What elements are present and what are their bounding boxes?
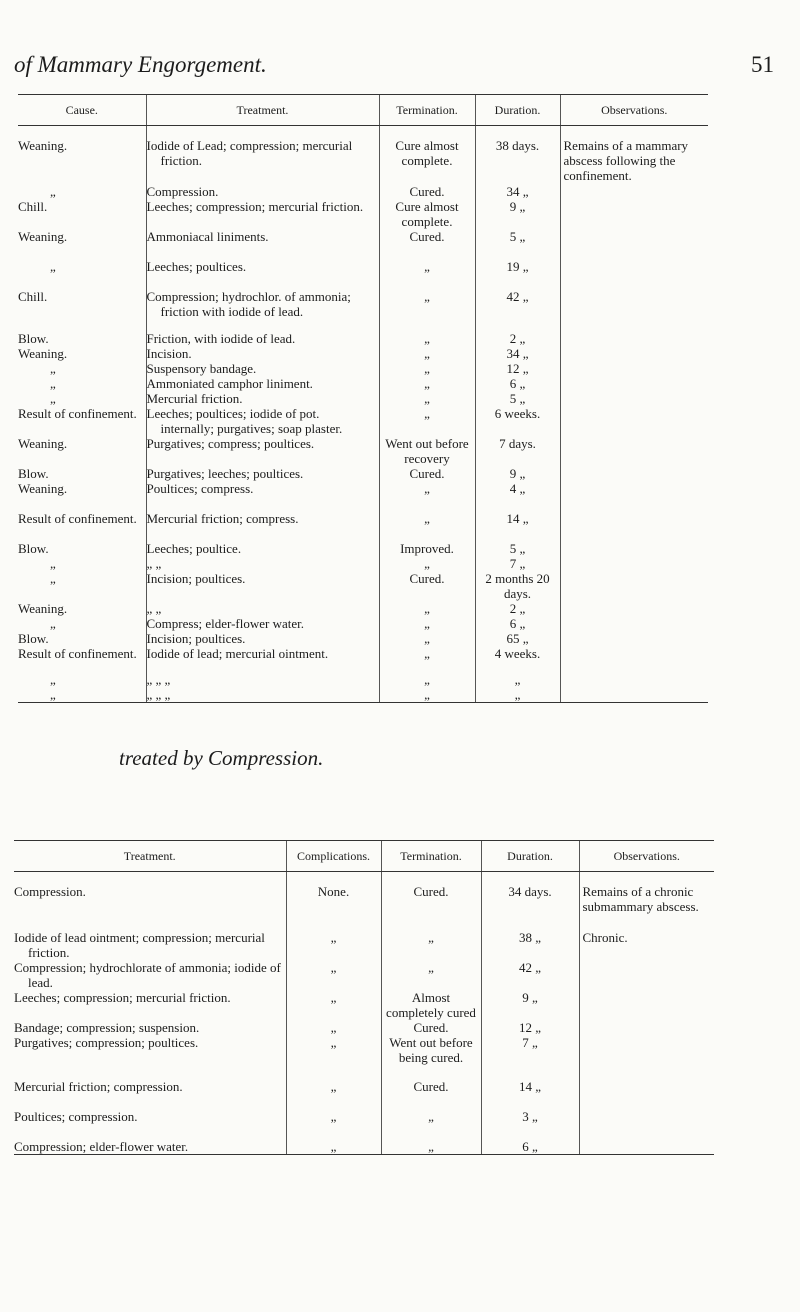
cases-table <box>18 94 708 703</box>
table-cell: Remains of a chronic submammary abscess. <box>579 872 714 931</box>
table-cell: „ <box>50 361 56 376</box>
table-cell: Cured. <box>379 184 475 199</box>
column-header-complications: Complications. <box>286 841 381 872</box>
column-header-duration: Duration. <box>475 95 560 126</box>
table-row <box>18 466 708 481</box>
table-cell: „ <box>286 960 381 990</box>
table-cell <box>560 376 708 391</box>
table-cell: Chill. <box>18 199 48 214</box>
page-header <box>14 52 774 86</box>
table-cell: „ <box>50 376 56 391</box>
table-cell: Iodide of lead ointment; compression; mercurial friction. <box>14 930 265 960</box>
table-cell: Incision. <box>146 346 379 361</box>
table-cell: „ <box>286 990 381 1020</box>
table-cell: „ <box>381 930 481 960</box>
table-cell: 7 „ <box>481 1035 579 1079</box>
table-cell: Chill. <box>18 289 48 304</box>
table-cell: „ <box>475 687 560 703</box>
table-cell <box>560 466 708 481</box>
table-cell <box>560 406 708 436</box>
table-cell: „ <box>50 672 56 687</box>
table-cell: 9 „ <box>475 199 560 229</box>
table-row <box>18 126 708 185</box>
table-cell: „ <box>50 184 56 199</box>
table-cell: „ <box>286 1109 381 1139</box>
table-cell <box>560 259 708 289</box>
table-cell: „ <box>50 616 56 631</box>
table-cell: „ <box>50 259 56 274</box>
table-cell: 14 „ <box>475 511 560 541</box>
table-row <box>14 872 714 931</box>
table-cell: 34 days. <box>481 872 579 931</box>
table-cell: Leeches; compression; mercurial friction. <box>14 990 231 1005</box>
table-header-row <box>14 841 714 872</box>
table-cell: Went out before recovery <box>379 436 475 466</box>
table-cell: 38 days. <box>475 126 560 185</box>
table-cell <box>560 672 708 687</box>
table-cell: 42 „ <box>475 289 560 331</box>
table-cell: „ <box>379 406 475 436</box>
table-row <box>18 571 708 601</box>
table-row <box>18 406 708 436</box>
table-cell: Blow. <box>18 466 49 481</box>
column-header-duration: Duration. <box>481 841 579 872</box>
table-cell: „ <box>379 616 475 631</box>
table-cell: Weaning. <box>18 481 68 496</box>
table-cell <box>560 631 708 646</box>
table-cell: „ <box>381 960 481 990</box>
table-cell: „ <box>50 556 56 571</box>
table-cell <box>579 990 714 1020</box>
table-cell: Weaning. <box>18 346 68 361</box>
table-cell: Cured. <box>381 1020 481 1035</box>
table-cell <box>560 616 708 631</box>
table-cell <box>579 1139 714 1155</box>
table-cell: Cured. <box>381 872 481 931</box>
table-row <box>18 687 708 703</box>
table-cell <box>560 346 708 361</box>
table-cell <box>560 646 708 672</box>
table-cell: Purgatives; compress; poultices. <box>146 436 379 466</box>
table-cell: Cured. <box>379 571 475 601</box>
table-cell: „ <box>50 571 56 586</box>
table-cell: Poultices; compression. <box>14 1109 138 1124</box>
table-cell: Result of confinement. <box>18 646 137 661</box>
table-cell <box>560 571 708 601</box>
table-cell: Improved. <box>379 541 475 556</box>
table-cell: 38 „ <box>481 930 579 960</box>
table-cell: Cure almost complete. <box>379 199 475 229</box>
table-cell: Leeches; poultices. <box>146 259 379 289</box>
table-cell: „ <box>50 391 56 406</box>
table-cell: „ <box>379 346 475 361</box>
table-cell: Ammoniated camphor liniment. <box>146 376 379 391</box>
table-cell <box>560 511 708 541</box>
table-row <box>18 346 708 361</box>
table-cell: „ <box>286 1020 381 1035</box>
table-cell: Cured. <box>381 1079 481 1109</box>
table-cell: 14 „ <box>481 1079 579 1109</box>
table-cell: 34 „ <box>475 346 560 361</box>
table-cell: Blow. <box>18 331 49 346</box>
table-cell: Cured. <box>379 229 475 259</box>
table-cell <box>560 556 708 571</box>
table-cell: Chronic. <box>579 930 714 960</box>
table-cell <box>579 1079 714 1109</box>
page-number: 51 <box>751 52 774 77</box>
table-cell: „ <box>379 601 475 616</box>
table-cell: Result of confinement. <box>18 511 137 526</box>
table-row <box>18 616 708 631</box>
table-row <box>18 601 708 616</box>
table-cell: 2 „ <box>475 331 560 346</box>
table-cell <box>560 601 708 616</box>
column-header-termination: Termination. <box>379 95 475 126</box>
table-row <box>18 391 708 406</box>
table-cell: „ <box>379 289 475 331</box>
column-header-observations: Observations. <box>560 95 708 126</box>
table-cell: 2 months 20 days. <box>475 571 560 601</box>
table-row <box>18 672 708 687</box>
table-row <box>18 436 708 466</box>
table-cell: „ <box>286 1139 381 1155</box>
table-cell: Leeches; poultice. <box>146 541 379 556</box>
table-row <box>14 1139 714 1155</box>
table-cell: None. <box>286 872 381 931</box>
table-cell: 9 „ <box>475 466 560 481</box>
table-cell: 12 „ <box>481 1020 579 1035</box>
table-cell <box>560 541 708 556</box>
table-cell: „ „ „ <box>146 672 379 687</box>
table-cell: Mercurial friction; compress. <box>146 511 379 541</box>
table-cell: „ <box>286 1079 381 1109</box>
column-header-observations: Observations. <box>579 841 714 872</box>
table-cell: 7 „ <box>475 556 560 571</box>
table-cell: Weaning. <box>18 138 68 153</box>
table-cell: 4 „ <box>475 481 560 511</box>
table-row <box>18 199 708 229</box>
table-cell <box>579 1020 714 1035</box>
table-cell: Incision; poultices. <box>146 631 379 646</box>
table-cell: „ <box>379 672 475 687</box>
table-cell <box>560 199 708 229</box>
table-cell: Leeches; compression; mercurial friction. <box>146 199 379 229</box>
table-cell: 3 „ <box>481 1109 579 1139</box>
table-row <box>14 930 714 960</box>
table-row <box>18 184 708 199</box>
table-cell: Poultices; compress. <box>146 481 379 511</box>
table-row <box>18 376 708 391</box>
table-cell: Remains of a mammary abscess following the confinement. <box>560 126 708 185</box>
table-cell: „ „ <box>146 601 379 616</box>
table-cell <box>560 289 708 331</box>
table-cell: 5 „ <box>475 229 560 259</box>
table-cell: Mercurial friction. <box>146 391 379 406</box>
table-row <box>14 1109 714 1139</box>
table-cell: „ <box>379 391 475 406</box>
column-header-treatment: Treatment. <box>14 841 286 872</box>
table-cell: „ <box>475 672 560 687</box>
table-cell: 65 „ <box>475 631 560 646</box>
table-cell: Leeches; poultices; iodide of pot. internally; purgatives; soap plaster. <box>146 406 379 436</box>
table-cell: 12 „ <box>475 361 560 376</box>
table-row <box>14 990 714 1020</box>
compression-table <box>14 840 714 1155</box>
table-cell: Purgatives; leeches; poultices. <box>146 466 379 481</box>
table-cell: „ <box>379 556 475 571</box>
table-row <box>18 361 708 376</box>
table-row <box>14 1079 714 1109</box>
column-header-treatment: Treatment. <box>146 95 379 126</box>
table-cell: „ <box>381 1109 481 1139</box>
table-cell: „ <box>286 930 381 960</box>
column-header-termination: Termination. <box>381 841 481 872</box>
table-cell: „ <box>381 1139 481 1155</box>
table-cell: 19 „ <box>475 259 560 289</box>
table-cell: Cured. <box>379 466 475 481</box>
table-cell <box>560 361 708 376</box>
table-cell <box>560 391 708 406</box>
table-cell: Weaning. <box>18 229 68 244</box>
table-cell: Ammoniacal liniments. <box>146 229 379 259</box>
table-cell: Weaning. <box>18 601 68 616</box>
table-cell <box>579 960 714 990</box>
table-cell: Blow. <box>18 631 49 646</box>
table-cell: Compress; elder-flower water. <box>146 616 379 631</box>
table-cell: Almost completely cured <box>381 990 481 1020</box>
table-cell: „ <box>286 1035 381 1079</box>
table-cell: Compression; hydrochlorate of ammonia; iodide of lead. <box>14 960 281 990</box>
table-cell: 5 „ <box>475 541 560 556</box>
table-cell: 34 „ <box>475 184 560 199</box>
table-cell: 4 weeks. <box>475 646 560 672</box>
table-cell: „ <box>379 259 475 289</box>
table-cell: 6 „ <box>475 616 560 631</box>
column-header-cause: Cause. <box>18 95 146 126</box>
table-cell: Bandage; compression; suspension. <box>14 1020 200 1035</box>
table-cell: „ <box>379 631 475 646</box>
table-row <box>18 556 708 571</box>
table-cell: Mercurial friction; compression. <box>14 1079 183 1094</box>
table-row <box>18 481 708 511</box>
table-cell: „ „ „ <box>146 687 379 703</box>
table-cell: 5 „ <box>475 391 560 406</box>
table-cell: „ <box>379 687 475 703</box>
table-cell <box>579 1109 714 1139</box>
table-cell <box>560 184 708 199</box>
table-row <box>18 331 708 346</box>
table-cell: Went out before being cured. <box>381 1035 481 1079</box>
table-row <box>18 289 708 331</box>
table-cell: 2 „ <box>475 601 560 616</box>
table-cell: Compression. <box>146 184 379 199</box>
table-cell: 7 days. <box>475 436 560 466</box>
table-row <box>18 631 708 646</box>
table-cell: Suspensory bandage. <box>146 361 379 376</box>
table-cell: „ <box>379 511 475 541</box>
table-cell <box>560 687 708 703</box>
section-title: treated by Compression. <box>119 746 324 770</box>
table-cell: 9 „ <box>481 990 579 1020</box>
table-cell: 42 „ <box>481 960 579 990</box>
table-cell <box>560 331 708 346</box>
table-row <box>14 1035 714 1079</box>
table-cell: Weaning. <box>18 436 68 451</box>
table-cell <box>560 436 708 466</box>
table-row <box>18 229 708 259</box>
table-row <box>14 960 714 990</box>
table-cell: 6 „ <box>481 1139 579 1155</box>
table-cell: „ <box>379 481 475 511</box>
table-cell: Friction, with iodide of lead. <box>146 331 379 346</box>
table-cell: 6 „ <box>475 376 560 391</box>
table-cell: „ <box>379 646 475 672</box>
table-cell: „ <box>379 361 475 376</box>
table-row <box>18 646 708 672</box>
table-cell: Purgatives; compression; poultices. <box>14 1035 199 1050</box>
table-cell: Result of confinement. <box>18 406 137 421</box>
table-row <box>18 259 708 289</box>
table-row <box>14 1020 714 1035</box>
table-cell: Compression. <box>14 884 86 899</box>
table-cell: Compression; elder-flower water. <box>14 1139 286 1155</box>
table-cell: Cure almost complete. <box>379 126 475 185</box>
table-cell: „ <box>379 376 475 391</box>
table-cell: Blow. <box>18 541 49 556</box>
table-cell <box>579 1035 714 1079</box>
table-cell: Incision; poultices. <box>146 571 379 601</box>
table-row <box>18 511 708 541</box>
table-cell: Compression; hydrochlor. of ammonia; friction with iodide of lead. <box>146 289 379 331</box>
table-cell: Iodide of lead; mercurial ointment. <box>146 646 379 672</box>
table-cell: 6 weeks. <box>475 406 560 436</box>
table-cell: „ <box>379 331 475 346</box>
table-cell <box>560 229 708 259</box>
table-cell <box>560 481 708 511</box>
table-header-row <box>18 95 708 126</box>
running-title: of Mammary Engorgement. <box>14 52 267 77</box>
table-cell: Iodide of Lead; compression; mercurial friction. <box>146 126 379 185</box>
table-row <box>18 541 708 556</box>
table-cell: „ „ <box>146 556 379 571</box>
table-cell: „ <box>18 687 146 703</box>
